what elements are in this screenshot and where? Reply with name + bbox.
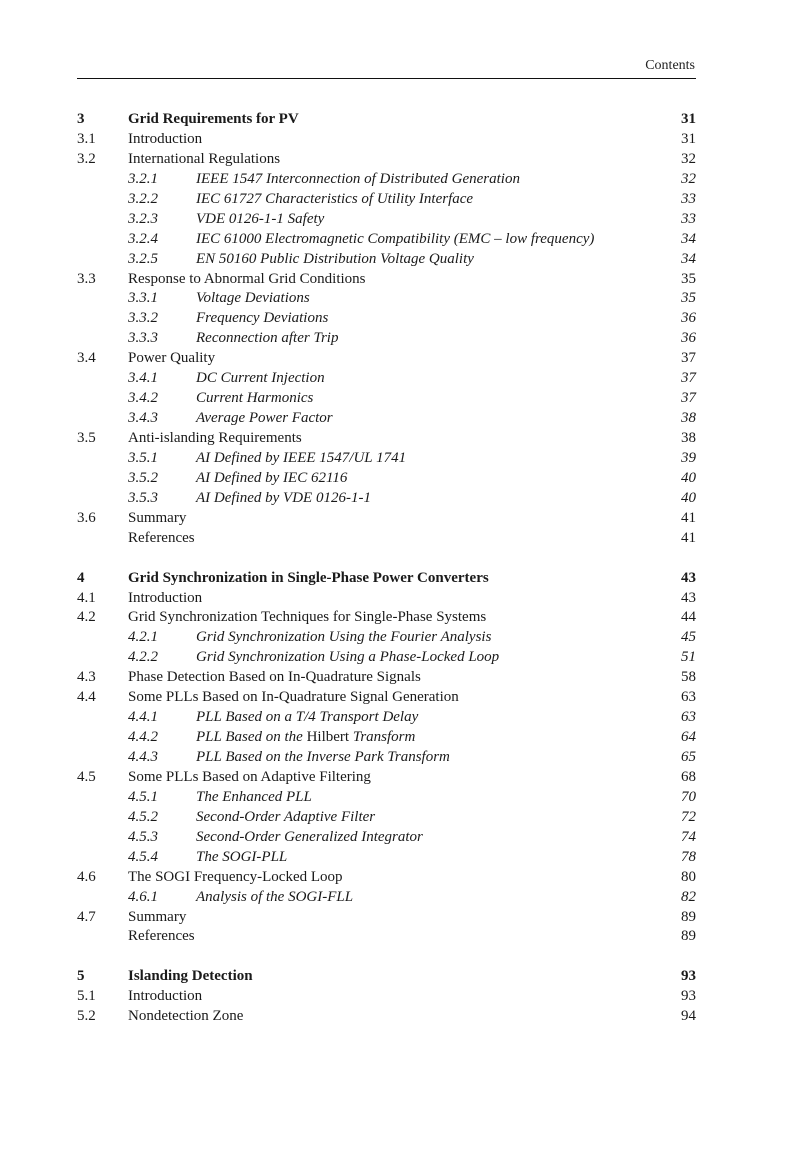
subsection-number: 3.3.2 bbox=[128, 310, 158, 327]
section-number: 4.6 bbox=[77, 868, 96, 885]
toc-subentry[interactable] bbox=[77, 409, 696, 429]
section-number: 4.1 bbox=[77, 589, 96, 606]
page-number: 43 bbox=[681, 589, 696, 606]
subsection-number: 3.3.3 bbox=[128, 330, 158, 347]
subsection-number: 3.3.1 bbox=[128, 290, 158, 307]
subsection-title: Frequency Deviations bbox=[196, 310, 329, 327]
toc-subentry[interactable] bbox=[77, 848, 696, 868]
subsection-title: The SOGI-PLL bbox=[196, 848, 288, 865]
page-number: 93 bbox=[681, 988, 696, 1005]
page-number: 35 bbox=[681, 270, 696, 287]
header-rule bbox=[77, 78, 696, 79]
toc-subentry[interactable] bbox=[77, 289, 696, 309]
page-number: 64 bbox=[681, 729, 696, 746]
section-title: References bbox=[128, 928, 195, 945]
toc-subentry[interactable] bbox=[77, 250, 696, 270]
toc-subentry[interactable] bbox=[77, 210, 696, 230]
subsection-number: 3.2.1 bbox=[128, 170, 158, 187]
subsection-number: 4.5.3 bbox=[128, 828, 158, 845]
subsection-number: 4.5.2 bbox=[128, 808, 158, 825]
chapter-title: Grid Synchronization in Single-Phase Power Converters bbox=[128, 569, 489, 586]
subsection-title: IEC 61727 Characteristics of Utility Interface bbox=[196, 190, 474, 207]
page-number: 63 bbox=[681, 709, 696, 726]
toc-subentry[interactable] bbox=[77, 748, 696, 768]
toc-entry-references[interactable] bbox=[77, 529, 696, 549]
toc-subentry[interactable] bbox=[77, 329, 696, 349]
running-head: Contents bbox=[645, 58, 695, 73]
subsection-number: 4.5.4 bbox=[128, 848, 158, 865]
subsection-number: 3.2.5 bbox=[128, 250, 158, 267]
section-title: Response to Abnormal Grid Conditions bbox=[128, 270, 366, 287]
toc-entry[interactable] bbox=[77, 270, 696, 290]
page-number: 78 bbox=[681, 848, 696, 865]
title-part: Transform bbox=[349, 729, 416, 746]
toc-entry[interactable] bbox=[77, 429, 696, 449]
section-title: Grid Synchronization Techniques for Single-Phase Systems bbox=[128, 609, 487, 626]
page-number: 51 bbox=[681, 649, 696, 666]
toc-entry[interactable] bbox=[77, 1007, 696, 1027]
page-number: 34 bbox=[681, 230, 696, 247]
toc-subentry[interactable] bbox=[77, 888, 696, 908]
page-number: 40 bbox=[681, 489, 696, 506]
toc-subentry[interactable] bbox=[77, 628, 696, 648]
page-number: 35 bbox=[681, 290, 696, 307]
page-number: 32 bbox=[681, 170, 696, 187]
subsection-title: Grid Synchronization Using a Phase-Locked Loop bbox=[196, 649, 500, 666]
page-number: 44 bbox=[681, 609, 696, 626]
subsection-title: Reconnection after Trip bbox=[196, 330, 339, 347]
subsection-title: IEEE 1547 Interconnection of Distributed Generation bbox=[196, 170, 520, 187]
subsection-number: 4.5.1 bbox=[128, 788, 158, 805]
page-number: 74 bbox=[681, 828, 696, 845]
page-number: 37 bbox=[681, 390, 696, 407]
section-title: Some PLLs Based on Adaptive Filtering bbox=[128, 768, 371, 785]
subsection-title: IEC 61000 Electromagnetic Compatibility (EMC – low frequency) bbox=[196, 230, 595, 247]
toc-subentry[interactable] bbox=[77, 190, 696, 210]
section-title: Phase Detection Based on In-Quadrature Signals bbox=[128, 669, 421, 686]
section-number: 4.4 bbox=[77, 689, 96, 706]
page-number: 32 bbox=[681, 150, 696, 167]
subsection-number: 4.2.1 bbox=[128, 629, 158, 646]
chapter-spacer bbox=[77, 549, 696, 569]
table-of-contents bbox=[77, 110, 696, 1027]
section-title: Anti-islanding Requirements bbox=[128, 430, 302, 446]
subsection-title: PLL Based on the Inverse Park Transform bbox=[196, 749, 450, 765]
section-title: References bbox=[128, 529, 195, 546]
page-number: 31 bbox=[681, 130, 696, 147]
subsection-number: 3.5.3 bbox=[128, 489, 158, 506]
section-number: 4.5 bbox=[77, 768, 96, 785]
section-number: 4.2 bbox=[77, 609, 96, 626]
subsection-number: 3.2.2 bbox=[128, 190, 158, 207]
subsection-number: 3.5.1 bbox=[128, 449, 158, 466]
page-number: 72 bbox=[681, 808, 696, 825]
subsection-number: 4.4.2 bbox=[128, 729, 158, 746]
section-number: 3.6 bbox=[77, 509, 96, 526]
toc-entry[interactable] bbox=[77, 868, 696, 888]
section-title: International Regulations bbox=[128, 150, 281, 167]
subsection-title bbox=[196, 728, 415, 748]
page-number: 38 bbox=[681, 410, 696, 427]
subsection-number: 4.6.1 bbox=[128, 888, 158, 905]
toc-subentry[interactable] bbox=[77, 309, 696, 329]
section-number: 3.1 bbox=[77, 130, 96, 147]
section-number: 3.4 bbox=[77, 350, 96, 367]
subsection-number: 4.2.2 bbox=[128, 649, 158, 666]
subsection-number: 3.4.1 bbox=[128, 370, 158, 387]
toc-subentry[interactable] bbox=[77, 469, 696, 489]
subsection-title: Analysis of the SOGI-FLL bbox=[196, 888, 354, 905]
toc-entry[interactable] bbox=[77, 688, 696, 708]
toc-subentry[interactable] bbox=[77, 708, 696, 728]
toc-subentry[interactable] bbox=[77, 230, 696, 250]
toc-chapter-4[interactable] bbox=[77, 569, 696, 589]
page-number: 89 bbox=[681, 928, 696, 945]
toc-entry[interactable] bbox=[77, 150, 696, 170]
page-number: 58 bbox=[681, 669, 696, 686]
section-number: 4.7 bbox=[77, 908, 96, 925]
toc-subentry[interactable] bbox=[77, 648, 696, 668]
page-number: 36 bbox=[681, 310, 696, 327]
subsection-title: DC Current Injection bbox=[196, 370, 325, 387]
subsection-title: VDE 0126-1-1 Safety bbox=[196, 210, 325, 227]
toc-entry[interactable] bbox=[77, 349, 696, 369]
toc-entry[interactable] bbox=[77, 668, 696, 688]
page-number: 40 bbox=[681, 469, 696, 486]
toc-subentry[interactable] bbox=[77, 828, 696, 848]
page-number: 94 bbox=[681, 1008, 696, 1025]
title-part-upright: Hilbert bbox=[306, 729, 350, 746]
toc-entry[interactable] bbox=[77, 130, 696, 150]
page-number: 70 bbox=[681, 788, 696, 805]
toc-entry[interactable] bbox=[77, 608, 696, 628]
toc-subentry[interactable] bbox=[77, 170, 696, 190]
subsection-title: EN 50160 Public Distribution Voltage Quality bbox=[196, 250, 474, 267]
page-number: 36 bbox=[681, 330, 696, 347]
section-title: Summary bbox=[128, 908, 187, 925]
page-number: 37 bbox=[681, 370, 696, 387]
section-title: Some PLLs Based on In-Quadrature Signal Generation bbox=[128, 689, 459, 706]
page-number: 38 bbox=[681, 430, 696, 446]
page-number: 37 bbox=[681, 350, 696, 367]
subsection-title: AI Defined by IEEE 1547/UL 1741 bbox=[196, 449, 407, 466]
page-number: 43 bbox=[681, 569, 696, 586]
toc-chapter-3[interactable] bbox=[77, 110, 696, 130]
section-title: The SOGI Frequency-Locked Loop bbox=[128, 868, 343, 885]
section-title: Introduction bbox=[128, 589, 203, 606]
section-title: Introduction bbox=[128, 988, 203, 1005]
page-number: 33 bbox=[681, 210, 696, 227]
section-number: 5.2 bbox=[77, 1008, 96, 1025]
page-number: 41 bbox=[681, 529, 696, 546]
subsection-title: Average Power Factor bbox=[196, 410, 333, 427]
page-number: 65 bbox=[681, 749, 696, 765]
subsection-title: Second-Order Adaptive Filter bbox=[196, 808, 376, 825]
toc-subentry[interactable] bbox=[77, 808, 696, 828]
chapter-number: 3 bbox=[77, 111, 85, 127]
toc-entry[interactable] bbox=[77, 768, 696, 788]
toc-chapter-5[interactable] bbox=[77, 967, 696, 987]
toc-subentry[interactable] bbox=[77, 369, 696, 389]
page-number: 33 bbox=[681, 190, 696, 207]
page-number: 82 bbox=[681, 888, 696, 905]
subsection-title: The Enhanced PLL bbox=[196, 788, 312, 805]
subsection-number: 4.4.1 bbox=[128, 709, 158, 726]
section-title: Summary bbox=[128, 509, 187, 526]
subsection-number: 3.4.3 bbox=[128, 410, 158, 427]
section-number: 3.5 bbox=[77, 430, 96, 446]
toc-entry-references[interactable] bbox=[77, 927, 696, 947]
section-title: Nondetection Zone bbox=[128, 1008, 244, 1025]
page-number: 63 bbox=[681, 689, 696, 706]
subsection-title: PLL Based on a T/4 Transport Delay bbox=[196, 709, 419, 726]
section-number: 3.3 bbox=[77, 270, 96, 287]
toc-entry[interactable] bbox=[77, 908, 696, 928]
section-number: 3.2 bbox=[77, 150, 96, 167]
chapter-title: Islanding Detection bbox=[128, 968, 253, 985]
subsection-title: Current Harmonics bbox=[196, 390, 314, 407]
subsection-number: 3.4.2 bbox=[128, 390, 158, 407]
page-number: 41 bbox=[681, 509, 696, 526]
toc-entry[interactable] bbox=[77, 509, 696, 529]
page-number: 68 bbox=[681, 768, 696, 785]
page-number: 80 bbox=[681, 868, 696, 885]
subsection-number: 3.5.2 bbox=[128, 469, 158, 486]
page-number: 89 bbox=[681, 908, 696, 925]
toc-entry[interactable] bbox=[77, 589, 696, 609]
subsection-title: AI Defined by VDE 0126-1-1 bbox=[196, 489, 371, 506]
page-number: 45 bbox=[681, 629, 696, 646]
subsection-number: 3.2.3 bbox=[128, 210, 158, 227]
section-title: Power Quality bbox=[128, 350, 216, 367]
toc-entry[interactable] bbox=[77, 987, 696, 1007]
chapter-title: Grid Requirements for PV bbox=[128, 111, 299, 127]
toc-subentry[interactable] bbox=[77, 389, 696, 409]
page-number: 34 bbox=[681, 250, 696, 267]
subsection-number: 3.2.4 bbox=[128, 230, 158, 247]
section-number: 4.3 bbox=[77, 669, 96, 686]
page-number: 39 bbox=[681, 449, 696, 466]
title-part: PLL Based on the bbox=[196, 729, 307, 746]
chapter-spacer bbox=[77, 947, 696, 967]
subsection-title: AI Defined by IEC 62116 bbox=[196, 469, 348, 486]
section-title: Introduction bbox=[128, 130, 203, 147]
page-number: 31 bbox=[681, 111, 696, 127]
toc-subentry[interactable] bbox=[77, 728, 696, 748]
toc-subentry[interactable] bbox=[77, 788, 696, 808]
chapter-number: 4 bbox=[77, 569, 85, 586]
chapter-number: 5 bbox=[77, 968, 85, 985]
page-number: 93 bbox=[681, 968, 696, 985]
section-number: 5.1 bbox=[77, 988, 96, 1005]
subsection-title: Second-Order Generalized Integrator bbox=[196, 828, 423, 845]
toc-subentry[interactable] bbox=[77, 489, 696, 509]
subsection-title: Grid Synchronization Using the Fourier Analysis bbox=[196, 629, 492, 646]
subsection-title: Voltage Deviations bbox=[196, 290, 310, 307]
subsection-number: 4.4.3 bbox=[128, 749, 158, 765]
toc-subentry[interactable] bbox=[77, 449, 696, 469]
